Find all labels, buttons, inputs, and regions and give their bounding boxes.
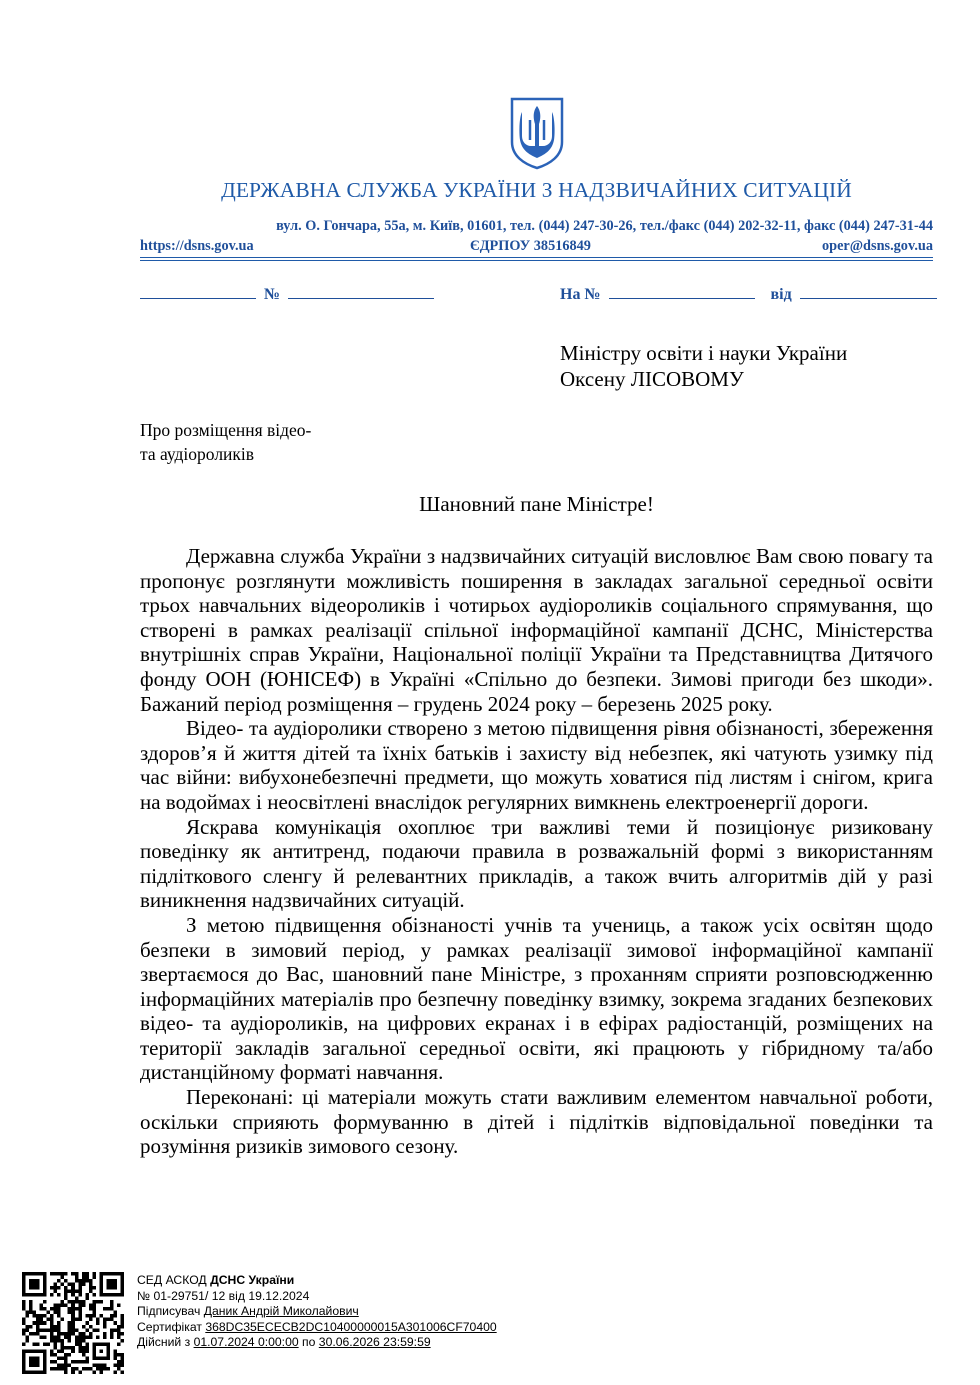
cert-label: Сертифікат — [137, 1319, 202, 1334]
contact-address-line: вул. О. Гончара, 55а, м. Київ, 01601, тел. (044) 247-30-26, тел./факс (044) 202-32-11, факс (044) 247-31-44 — [276, 218, 933, 234]
letter-body — [140, 544, 933, 1159]
body-paragraph: Відео- та аудіоролики створено з метою підвищення рівня обізнаності, збереження здоров’я й життя дітей та їхніх батьків і захисту від небезпек, які чатують узимку під час війни: вибухонебезпечні предмети, що можуть ховатися під листям і снігом, крига на водоймах і неосвітлені внаслідок регулярних вимкнень електроенергії дороги. — [140, 716, 933, 814]
signature-doc-number: № 01-29751/ 12 від 19.12.2024 — [137, 1288, 310, 1303]
outgoing-date-blank — [140, 284, 256, 299]
signer-name: Даник Андрій Миколайович — [203, 1304, 359, 1319]
body-paragraph: З метою підвищення обізнаності учнів та учениць, а також усіх освітян щодо безпеки в зимовий період, у рамках реалізації зимової інформаційної кампанії звертаємося до Вас, шановний пане Міністре, з проханням сприяти розповсюдженню інформаційних матеріалів про безпечну поведінку взимку, зокрема згаданих безпекових відео- та аудіороликів, на цифрових екранах і в ефірах радіостанцій, розміщених на території закладів загальної середньої освіти, які працюють у гібридному та/або дистанційному форматі навчання. — [140, 912, 933, 1085]
website-link[interactable]: https://dsns.gov.ua — [140, 238, 254, 254]
edrpou-code: ЄДРПОУ 38516849 — [470, 238, 591, 254]
header-divider — [140, 257, 933, 258]
signature-system-org: ДСНС України — [210, 1273, 295, 1287]
header-divider-second — [140, 260, 933, 261]
valid-from: 01.07.2024 0:00:00 — [193, 1335, 299, 1350]
valid-to: 30.06.2026 23:59:59 — [318, 1335, 431, 1350]
reply-number-label: На № — [560, 286, 601, 303]
subject-line-1: Про розміщення відео- — [140, 420, 312, 440]
e-signature-block — [137, 1273, 497, 1351]
recipient-position: Міністру освіти і науки України — [560, 341, 848, 365]
signature-signer-line — [137, 1304, 497, 1320]
qr-code-icon — [22, 1272, 124, 1374]
body-paragraph: Державна служба України з надзвичайних ситуацій висловлює Вам свою повагу та пропонує розглянути можливість поширення в закладах загальної середньої освіти трьох навчальних відеороликів і чотирьох аудіороликів соціального спрямування, що створені в рамках реалізації спільної інформаційної кампанії ДСНС, Міністерства внутрішніх справ України, Національної поліції України та Представництва Дитячого фонду ООН (ЮНІСЕФ) в Україні «Спільно до безпеки. Зимові пригоди без шкоди». Бажаний період розміщення – грудень 2024 року – березень 2025 року. — [140, 544, 933, 716]
coat-of-arms-icon — [509, 96, 565, 170]
body-paragraph: Яскрава комунікація охоплює три важливі теми й позиціонує ризиковану поведінку як антитренд, подаючи правила в розважальній формі з використанням підліткового сленгу й релевантних прикладів, а також вчить алгоритмів дій у разі виникнення надзвичайних ситуацій. — [140, 814, 933, 913]
outgoing-number-blank — [288, 284, 434, 299]
outgoing-number-label: № — [264, 286, 281, 303]
body-paragraph: Переконані: ці матеріали можуть стати важливим елементом навчальної роботи, оскільки сприяють формуванню в дітей і підлітків відповідальної поведінки та розуміння ризиків зимового сезону. — [140, 1085, 933, 1159]
signer-label: Підписувач — [137, 1304, 201, 1319]
recipient-block — [560, 340, 847, 392]
signature-system-prefix: СЕД АСКОД — [137, 1273, 207, 1287]
outgoing-registration — [140, 284, 434, 304]
letter-subject — [140, 418, 311, 466]
signature-validity-line — [137, 1335, 497, 1351]
salutation: Шановний пане Міністре! — [419, 492, 654, 516]
recipient-name: Оксену ЛІСОВОМУ — [560, 367, 744, 391]
organization-title: ДЕРЖАВНА СЛУЖБА УКРАЇНИ З НАДЗВИЧАЙНИХ СИТУАЦІЙ — [221, 178, 852, 202]
valid-label: Дійсний з — [137, 1335, 191, 1350]
signature-system-line — [137, 1273, 497, 1289]
cert-value: 368DC35ECECB2DC10400000015A301006CF70400 — [205, 1319, 497, 1334]
incoming-registration — [560, 284, 937, 304]
reply-number-blank — [609, 284, 755, 299]
valid-to-label: по — [302, 1335, 316, 1350]
subject-line-2: та аудіороликів — [140, 444, 255, 464]
email-link[interactable]: oper@dsns.gov.ua — [821, 238, 933, 254]
reply-date-label: від — [770, 286, 792, 303]
reply-date-blank — [800, 284, 937, 299]
signature-cert-line — [137, 1320, 497, 1336]
